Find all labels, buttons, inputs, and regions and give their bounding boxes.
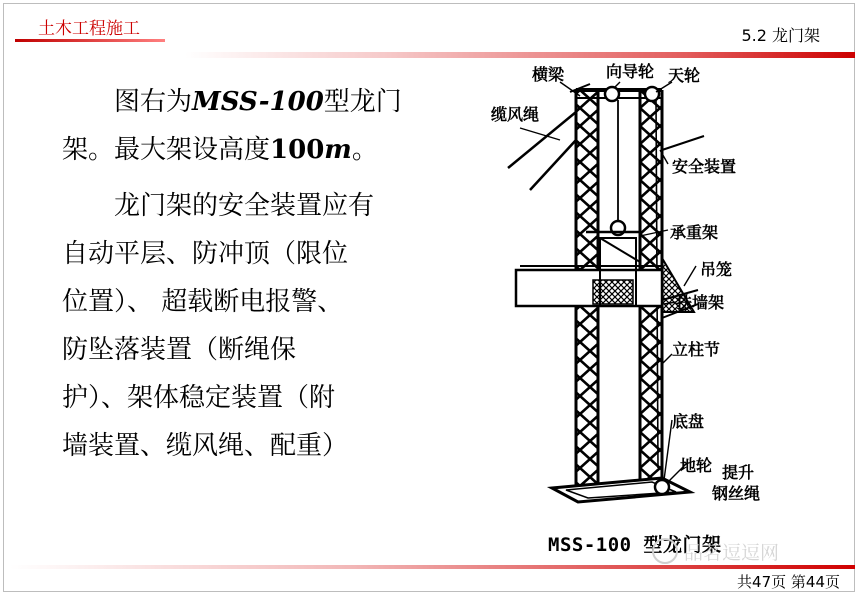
model-name: MSS-100 [192, 87, 324, 117]
footer-divider [10, 565, 855, 569]
label-wire-rope: 钢丝绳 [712, 484, 761, 503]
max-height-unit: m [324, 135, 352, 165]
course-title: 土木工程施工 [38, 19, 140, 39]
ground-wheel [655, 480, 669, 494]
sky-wheel [645, 87, 659, 101]
guide-wheel [605, 87, 619, 101]
text-segment: 图右为 [114, 87, 193, 117]
page-info: 共47页 第44页 [737, 573, 840, 591]
label-cage: 吊笼 [700, 260, 733, 279]
label-wall-brace: 扶墙架 [676, 293, 725, 312]
text-segment: 架。最大架设高度 [62, 135, 271, 165]
label-load-frame: 承重架 [670, 223, 719, 242]
section-label: 5.2 龙门架 [741, 26, 820, 45]
label-ground-wheel: 地轮 [680, 456, 713, 475]
label-hoist: 提升 [722, 463, 755, 482]
label-base: 底盘 [672, 412, 705, 431]
paragraph-2-line-4: 防坠落装置（断绳保 [62, 335, 297, 365]
text-segment: 型龙门 [323, 87, 402, 117]
label-safety-device: 安全装置 [672, 157, 737, 176]
paragraph-2-line-1: 龙门架的安全装置应有 [114, 191, 375, 221]
watermark-text: 品茗逗逗网 [684, 542, 780, 564]
text-segment: 。 [351, 135, 378, 165]
max-height-value: 100 [270, 135, 325, 165]
gantry-diagram [490, 58, 840, 558]
label-guide-wheel: 向导轮 [606, 62, 655, 81]
cage [516, 232, 694, 312]
paragraph-2-line-2: 自动平层、防冲顶（限位 [62, 239, 349, 269]
paragraph-1-line-2 [62, 126, 447, 174]
paragraph-2-line-5: 护）、架体稳定装置（附 [62, 383, 336, 413]
label-column-section: 立柱节 [672, 340, 721, 359]
label-crossbeam: 横梁 [532, 65, 565, 84]
watermark-logo-icon [652, 538, 678, 564]
label-sky-wheel: 天轮 [668, 66, 701, 85]
header-underline [15, 39, 165, 42]
paragraph-2-line-3: 位置）、 超载断电报警、 [62, 287, 344, 317]
paragraph-2-line-6: 墙装置、缆风绳、配重） [62, 431, 349, 461]
paragraph-1-line-1 [62, 78, 447, 126]
figure-caption: MSS-100 型龙门架 [548, 534, 722, 556]
body-text [62, 78, 447, 470]
label-guy-rope: 缆风绳 [491, 105, 540, 124]
